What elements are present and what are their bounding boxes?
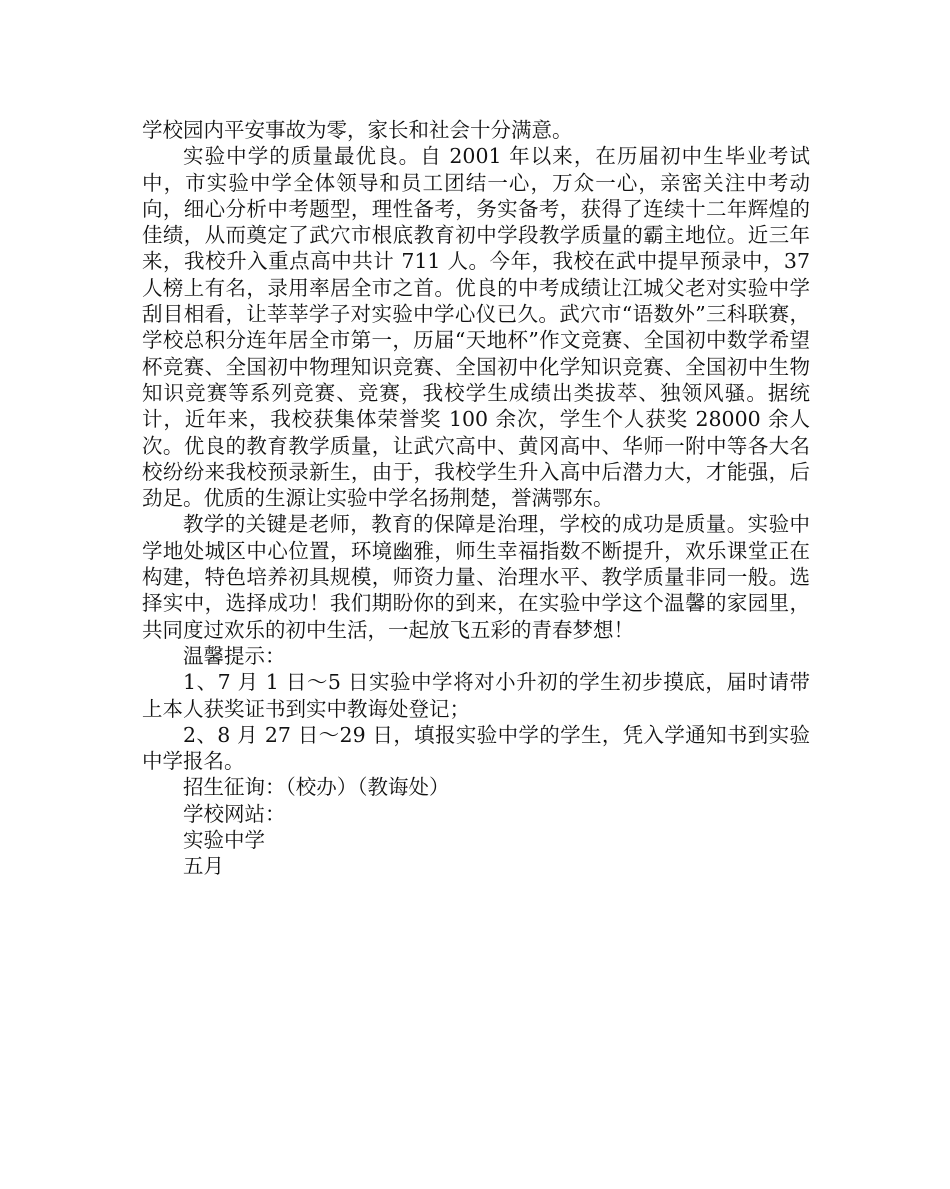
document-body — [142, 117, 810, 880]
paragraph-teaching: 教学的关键是老师，教育的保障是治理，学校的成功是质量。实验中学地处城区中心位置，环境幽雅，师生幸福指数不断提升，欢乐课堂正在构建，特色培养初具规模，师资力量、治理水平、教学质量非同一般。选择实中，选择成功！我们期盼你的到来，在实验中学这个温馨的家园里，共同度过欢乐的初中生活，一起放飞五彩的青春梦想！ — [142, 512, 810, 642]
paragraph-quality: 实验中学的质量最优良。自 2001 年以来，在历届初中生毕业考试中，市实验中学全体领导和员工团结一心，万众一心，亲密关注中考动向，细心分析中考题型，理性备考，务实备考，获得了连续十二年辉煌的佳绩，从而奠定了武穴市根底教育初中学段教学质量的霸主地位。近三年来，我校升入重点高中共计 711 人。今年，我校在武中提早预录中，37 人榜上有名，录用率居全市之首。优良的中考成绩让江城父老对实验中学刮目相看，让莘莘学子对实验中学心仪已久。武穴市“语数外”三科联赛，学校总积分连年居全市第一，历届“天地杯”作文竞赛、全国初中数学希望杯竞赛、全国初中物理知识竞赛、全国初中化学知识竞赛、全国初中生物知识竞赛等系列竞赛、竞赛，我校学生成绩出类拔萃、独领风骚。据统计，近年来，我校获集体荣誉奖 100 余次，学生个人获奖 28000 余人次。优良的教育教学质量，让武穴高中、黄冈高中、华师一附中等各大名校纷纷来我校预录新生，由于，我校学生升入高中后潜力大，才能强，后劲足。优质的生源让实验中学名扬荆楚，誉满鄂东。 — [142, 144, 810, 511]
paragraph-enrollment-contact: 招生征询：（校办）（教诲处） — [183, 775, 450, 800]
paragraph-signature-date: 五月 — [183, 854, 224, 879]
paragraph-safety: 学校园内平安事故为零，家长和社会十分满意。 — [142, 118, 573, 142]
paragraph-signature-school: 实验中学 — [183, 828, 265, 853]
paragraph-tip-1: 1、7 月 1 日～5 日实验中学将对小升初的学生初步摸底，届时请带上本人获奖证书到实中教诲处登记； — [142, 670, 810, 721]
paragraph-tips-heading: 温馨提示： — [183, 643, 286, 668]
paragraph-website: 学校网站： — [183, 801, 286, 826]
paragraph-tip-2: 2、8 月 27 日～29 日，填报实验中学的学生，凭入学通知书到实验中学报名。 — [142, 722, 810, 774]
